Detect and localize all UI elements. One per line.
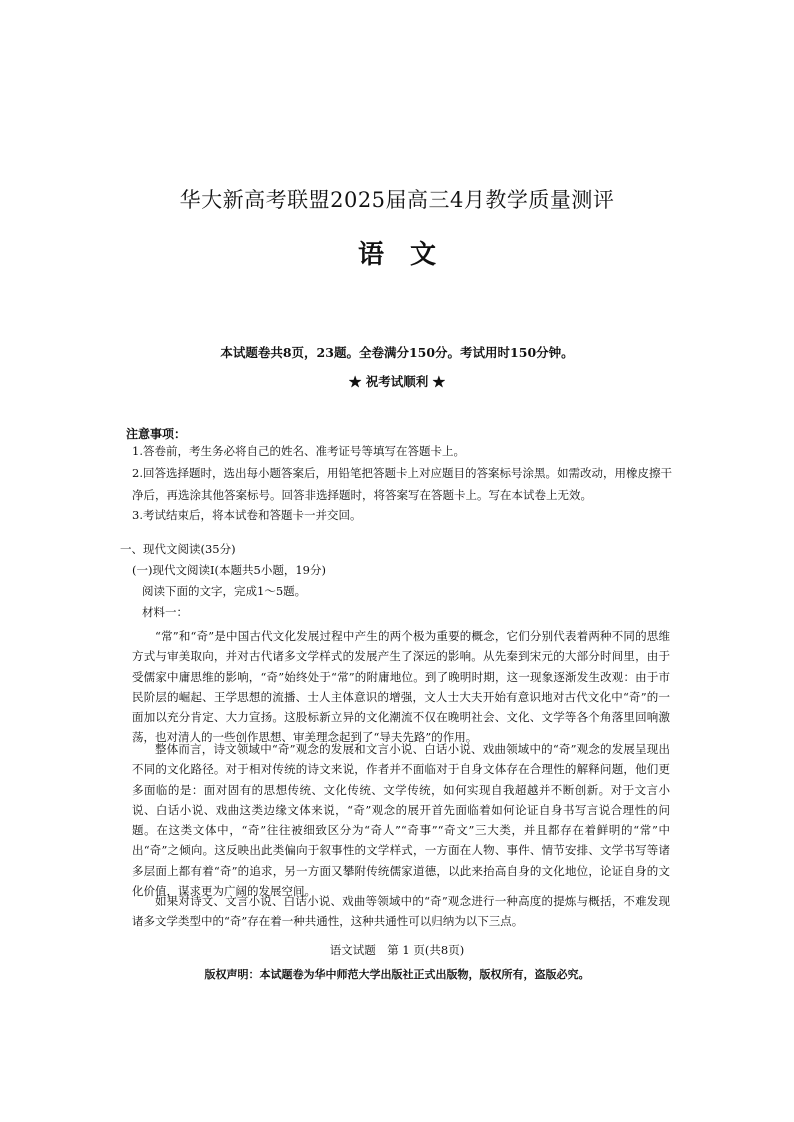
material-paragraph-2: 整体而言，诗文领域中“奇”观念的发展和文言小说、白话小说、戏曲领域中的“奇”观念的发展呈现出不同的文化路径。对于相对传统的诗文来说，作者并不面临对于自身文体存在合理性的解释问题，他们更多面临的是：面对固有的思想传统、文化传统、文学传统，如何实现自我超越并不断创新。对于文言小说、白话小说、戏曲这类边缘文体来说，“奇”观念的展开首先面临着如何论证自身书写言说合理性的问题。在这类文体中，“奇”往往被细致区分为“奇人”“奇事”“奇文”三大类，并且都存在着鲜明的“常”中出“奇”之倾向。这反映出此类偏向于叙事性的文学样式，一方面在人物、事件、情节安排、文学书写等诸多层面上都有着“奇”的追求，另一方面又攀附传统儒家道德，以此来抬高自身的文化地位，论证自身的文化价值，谋求更为广阔的发展空间。 bbox=[132, 742, 670, 899]
subsection-title: (一)现代文阅读Ⅰ(本题共5小题，19分) bbox=[132, 563, 326, 577]
section-title: 一、现代文阅读(35分) bbox=[120, 542, 236, 556]
notice-title: 注意事项： bbox=[126, 427, 187, 441]
material-paragraph-1: “常”和“奇”是中国古代文化发展过程中产生的两个极为重要的概念，它们分别代表着两种不同的思维方式与审美取向，并对古代诸多文学样式的发展产生了深远的影响。从先秦到宋元的大部分时间里，由于受儒家中庸思维的影响，“奇”始终处于“常”的附庸地位。到了晚明时期，这一现象逐渐发生改观：由于市民阶层的崛起、王学思想的流播、士人主体意识的增强，文人士大夫开始有意识地对古代文化中“奇”的一面加以充分肯定、大力宣扬。这股标新立异的文化潮流不仅在晚明社会、文化、文学等各个角落里回响激荡，也对清人的一些创作思想、审美理念起到了“导夫先路”的作用。 bbox=[132, 629, 670, 745]
subject-title: 语文 bbox=[357, 240, 462, 270]
reading-instruction: 阅读下面的文字，完成1～5题。 bbox=[142, 584, 307, 598]
exam-title: 华大新高考联盟2025届高三4月教学质量测评 bbox=[179, 188, 615, 212]
notice-item-1: 1.答卷前，考生务必将自己的姓名、准考证号等填写在答题卡上。 bbox=[132, 444, 465, 458]
material-paragraph-3: 如果对诗文、文言小说、白话小说、戏曲等领域中的“奇”观念进行一种高度的提炼与概括，不难发现诸多文学类型中的“奇”存在着一种共通性，这种共通性可以归纳为以下三点。 bbox=[132, 894, 670, 929]
exam-summary: 本试题卷共8页，23题。全卷满分150分。考试用时150分钟。 bbox=[220, 345, 574, 360]
page-number: 语文试题 第 1 页(共8页) bbox=[329, 943, 465, 957]
copyright-notice: 版权声明：本试题卷为华中师范大学出版社正式出版物，版权所有，盗版必究。 bbox=[204, 968, 590, 981]
notice-item-3: 3.考试结束后，将本试卷和答题卡一并交回。 bbox=[132, 508, 362, 522]
material-label: 材料一： bbox=[142, 605, 188, 619]
notice-item-2: 2.回答选择题时，选出每小题答案后，用铅笔把答题卡上对应题目的答案标号涂黑。如需改动，用橡皮擦干净后，再选涂其他答案标号。回答非选择题时，将答案写在答题卡上。写在本试卷上无效。 bbox=[132, 466, 672, 502]
good-luck-line: ★ 祝考试顺利 ★ bbox=[348, 374, 446, 389]
